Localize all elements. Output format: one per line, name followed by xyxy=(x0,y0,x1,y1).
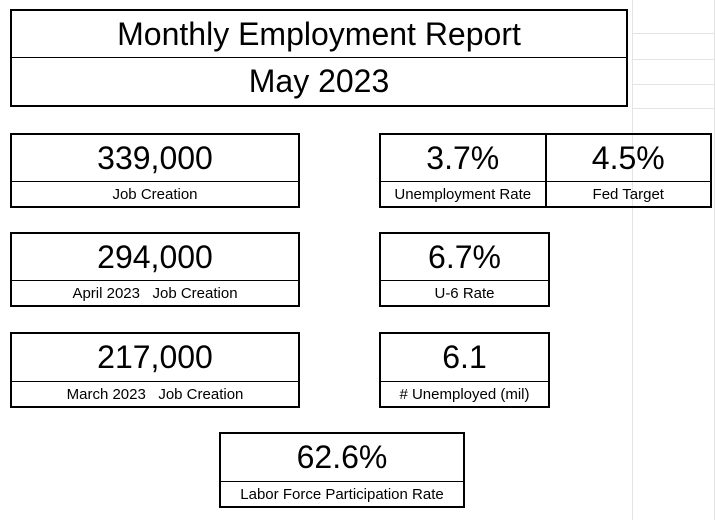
job-creation-card xyxy=(10,133,300,208)
u6-rate-label: U-6 Rate xyxy=(434,284,495,302)
report-header xyxy=(10,9,628,107)
report-title: Monthly Employment Report xyxy=(12,11,626,58)
gridline xyxy=(632,108,715,109)
rate-comparison-card xyxy=(379,133,712,208)
march-job-creation-label: March 2023 Job Creation xyxy=(66,385,244,403)
april-job-creation-card xyxy=(10,232,300,307)
fed-target-value: 4.5% xyxy=(547,135,711,182)
april-job-creation-label: April 2023 Job Creation xyxy=(72,284,238,302)
unemployment-rate-cell xyxy=(381,135,545,206)
u6-rate-value: 6.7% xyxy=(381,234,548,281)
labor-force-participation-value: 62.6% xyxy=(221,434,463,482)
unemployed-count-label: # Unemployed (mil) xyxy=(399,385,530,403)
job-creation-value: 339,000 xyxy=(12,135,298,182)
job-creation-label: Job Creation xyxy=(112,185,198,203)
unemployed-count-card xyxy=(379,332,550,408)
march-job-creation-card xyxy=(10,332,300,408)
gridline xyxy=(632,0,633,520)
unemployment-rate-value: 3.7% xyxy=(381,135,545,182)
fed-target-label: Fed Target xyxy=(592,185,664,203)
labor-force-participation-label: Labor Force Participation Rate xyxy=(240,485,444,503)
gridline xyxy=(632,59,715,60)
gridline xyxy=(632,84,715,85)
report-period: May 2023 xyxy=(248,63,390,99)
march-job-creation-value: 217,000 xyxy=(12,334,298,382)
labor-force-participation-card xyxy=(219,432,465,508)
unemployed-count-value: 6.1 xyxy=(381,334,548,382)
gridline xyxy=(632,33,715,34)
fed-target-cell xyxy=(545,135,711,206)
unemployment-rate-label: Unemployment Rate xyxy=(394,185,532,203)
u6-rate-card xyxy=(379,232,550,307)
april-job-creation-value: 294,000 xyxy=(12,234,298,281)
